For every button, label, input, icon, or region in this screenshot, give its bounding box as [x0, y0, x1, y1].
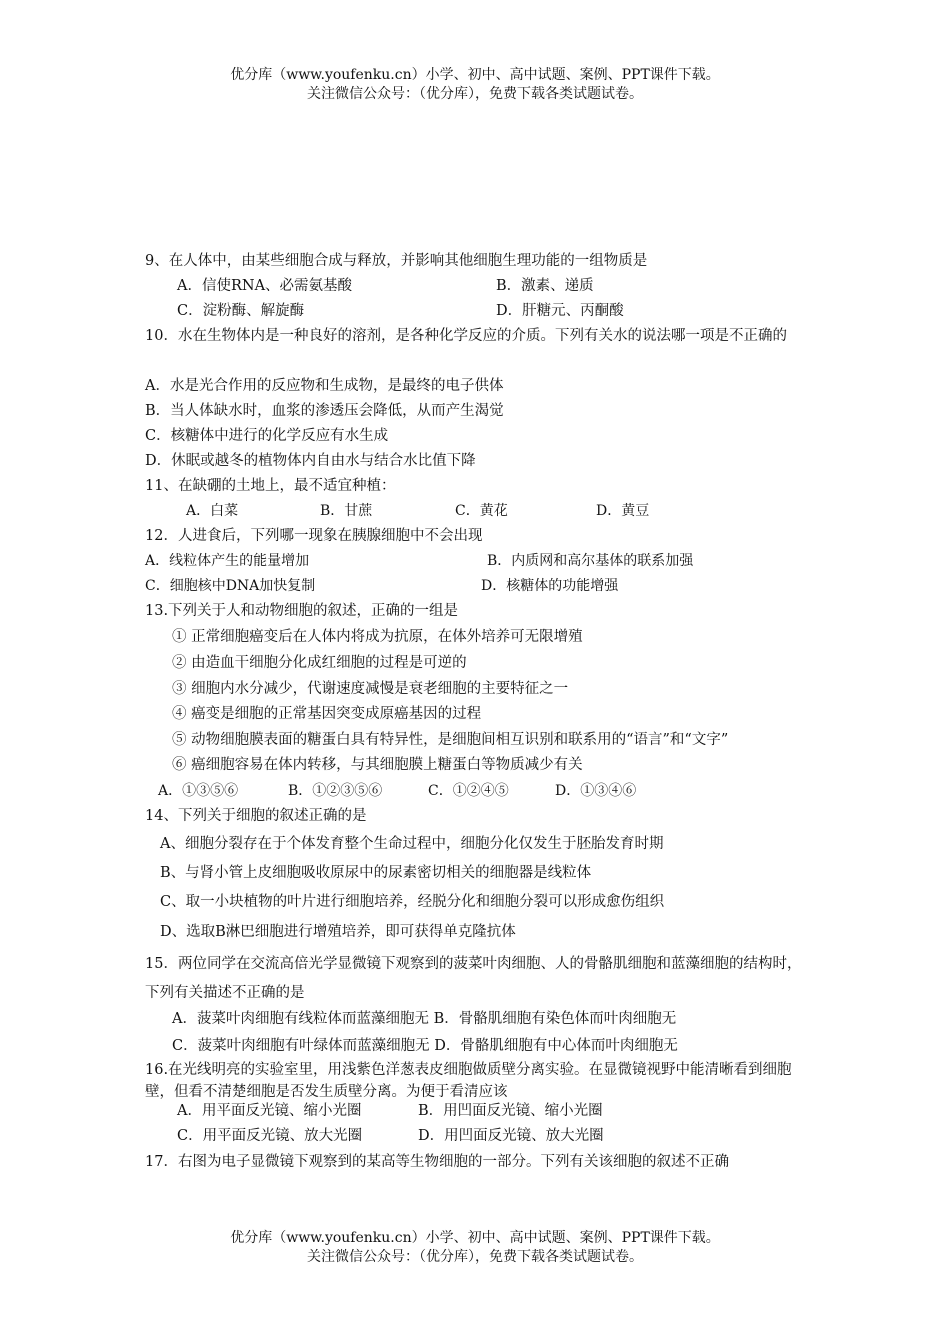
option-d: D、选取B淋巴细胞进行增殖培养，即可获得单克隆抗体	[160, 924, 516, 940]
option-d: D．黄豆	[596, 503, 650, 519]
options-c-d: C．菠菜叶肉细胞有叶绿体而蓝藻细胞无 D．骨骼肌细胞有中心体而叶肉细胞无	[172, 1038, 678, 1054]
option-a: A．①③⑤⑥	[158, 783, 239, 799]
option-b: B．当人体缺水时，血浆的渗透压会降低，从而产生渴觉	[145, 403, 504, 419]
option-b: B．用凹面反光镜、缩小光圈	[418, 1103, 603, 1119]
options-a-b: A．菠菜叶肉细胞有线粒体而蓝藻细胞无 B．骨骼肌细胞有染色体而叶肉细胞无	[172, 1011, 677, 1027]
statement-3: ③ 细胞内水分减少，代谢速度减慢是衰老细胞的主要特征之一	[172, 681, 569, 697]
question-stem: 13.下列关于人和动物细胞的叙述，正确的一组是	[145, 603, 459, 619]
option-b: B．内质网和高尔基体的联系加强	[487, 553, 694, 569]
question-stem: 12．人进食后，下列哪一现象在胰腺细胞中不会出现	[145, 528, 483, 544]
option-d: D．休眠或越冬的植物体内自由水与结合水比值下降	[145, 453, 476, 469]
option-b: B．①②③⑤⑥	[288, 783, 383, 799]
option-a: A．用平面反光镜、缩小光圈	[177, 1103, 362, 1119]
statement-6: ⑥ 癌细胞容易在体内转移，与其细胞膜上糖蛋白等物质减少有关	[172, 757, 583, 773]
question-stem: 9、在人体中，由某些细胞合成与释放，并影响其他细胞生理功能的一组物质是	[145, 253, 648, 269]
option-d: D．①③④⑥	[555, 783, 637, 799]
question-stem: 15．两位同学在交流高倍光学显微镜下观察到的菠菜叶肉细胞、人的骨骼肌细胞和蓝藻细胞的结构时，下列有关描述不正确的是	[145, 956, 802, 1001]
option-c: C．细胞核中DNA加快复制	[145, 578, 316, 594]
question-stem: 17．右图为电子显微镜下观察到的某高等生物细胞的一部分。下列有关该细胞的叙述不正确	[145, 1154, 729, 1170]
statement-1: ① 正常细胞癌变后在人体内将成为抗原，在体外培养可无限增殖	[172, 629, 583, 645]
footer-line-1: 优分库（www.youfenku.cn）小学、初中、高中试题、案例、PPT课件下载。	[230, 1230, 720, 1246]
option-b: B、与肾小管上皮细胞吸收原尿中的尿素密切相关的细胞器是线粒体	[160, 865, 592, 881]
question-stem: 10．水在生物体内是一种良好的溶剂，是各种化学反应的介质。下列有关水的说法哪一项是不正确的	[145, 328, 787, 344]
option-b: B．甘蔗	[320, 503, 373, 519]
option-c: C．黄花	[455, 503, 508, 519]
statement-2: ② 由造血干细胞分化成红细胞的过程是可逆的	[172, 655, 467, 671]
option-a: A．线粒体产生的能量增加	[145, 553, 310, 569]
statement-4: ④ 癌变是细胞的正常基因突变成原癌基因的过程	[172, 706, 482, 722]
option-c: C．淀粉酶、解旋酶	[177, 303, 305, 319]
header-line-1: 优分库（www.youfenku.cn）小学、初中、高中试题、案例、PPT课件下载。	[230, 67, 720, 83]
option-d: D．核糖体的功能增强	[481, 578, 619, 594]
option-a: A．白菜	[186, 503, 239, 519]
question-stem: 11、在缺硼的土地上，最不适宜种植：	[145, 478, 396, 494]
option-b: B．激素、递质	[496, 278, 594, 294]
option-c: C．核糖体中进行的化学反应有水生成	[145, 428, 389, 444]
question-stem: 14、下列关于细胞的叙述正确的是	[145, 808, 367, 824]
option-a: A．信使RNA、必需氨基酸	[177, 278, 353, 294]
footer-line-2: 关注微信公众号：（优分库），免费下载各类试题试卷。	[307, 1249, 643, 1265]
option-c: C．①②④⑤	[428, 783, 509, 799]
option-d: D．用凹面反光镜、放大光圈	[418, 1128, 604, 1144]
statement-5: ⑤ 动物细胞膜表面的糖蛋白具有特异性，是细胞间相互识别和联系用的“语言”和“文字”	[172, 732, 729, 748]
option-c: C．用平面反光镜、放大光圈	[177, 1128, 363, 1144]
header-line-2: 关注微信公众号：（优分库），免费下载各类试题试卷。	[307, 86, 643, 102]
question-stem: 16.在光线明亮的实验室里，用浅紫色洋葱表皮细胞做质壁分离实验。在显微镜视野中能清晰看到细胞壁，但看不清楚细胞是否发生质壁分离。为便于看清应该	[145, 1062, 792, 1100]
option-d: D．肝糖元、丙酮酸	[496, 303, 624, 319]
option-c: C、取一小块植物的叶片进行细胞培养，经脱分化和细胞分裂可以形成愈伤组织	[160, 894, 665, 910]
option-a: A、细胞分裂存在于个体发育整个生命过程中，细胞分化仅发生于胚胎发育时期	[160, 836, 664, 852]
option-a: A．水是光合作用的反应物和生成物，是最终的电子供体	[145, 378, 504, 394]
